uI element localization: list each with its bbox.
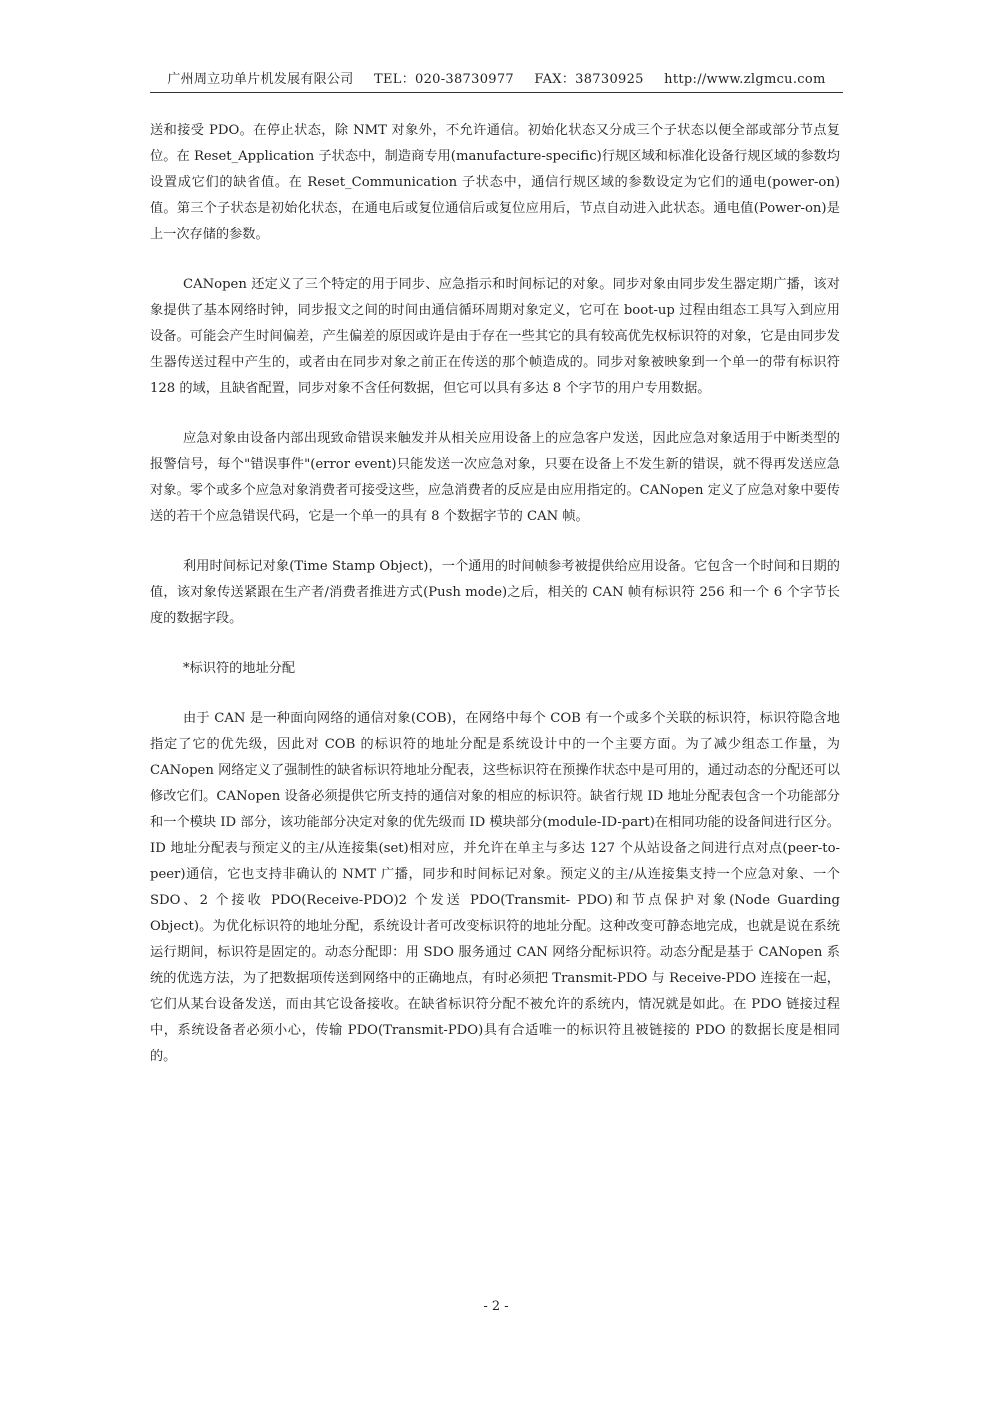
section-paragraph: 由于 CAN 是一种面向网络的通信对象(COB)，在网络中每个 COB 有一个或多个关联的标识符，标识符隐含地指定了它的优先级，因此对 COB 的标识符的地址分配是系统设计中的一个主要方面。为了减少组态工作量，为 CANopen 网络定义了强制性的缺省标识符地址分配表，这些标识符在预操作状态中是可用的，通过动态的分配还可以修改它们。CANopen 设备必须提供它所支持的通信对象的相应的标识符。缺省行规 ID 地址分配表包含一个功能部分和一个模块 ID 部分，该功能部分决定对象的优先级而 ID 模块部分(module-ID-part)在相同功能的设备间进行区分。ID 地址分配表与预定义的主/从连接集(set)相对应，并允许在单主与多达 127 个从站设备之间进行点对点(peer-to-peer)通信，它也支持非确认的 NMT 广播，同步和时间标记对象。预定义的主/从连接集支持一个应急对象、一个 SDO、2 个接收 PDO(Receive-PDO)2 个发送 PDO(Transmit- PDO)和节点保护对象(Node Guarding Object)。为优化标识符的地址分配，系统设计者可改变标识符的地址分配。这种改变可静态地完成，也就是说在系统运行期间，标识符是固定的。动态分配即：用 SDO 服务通过 CAN 网络分配标识符。动态分配是基于 CANopen 系统的优选方法，为了把数据项传送到网络中的正确地点，有时必须把 Transmit-PDO 与 Receive-PDO 连接在一起，它们从某台设备发送，而由其它设备接收。在缺省标识符分配不被允许的系统内，情况就是如此。在 PDO 链接过程中，系统设备者必须小心，传输 PDO(Transmit-PDO)具有合适唯一的标识符且被链接的 PDO 的数据长度是相同的。	[150, 711, 840, 1064]
header-tel: TEL：020-38730977	[374, 72, 514, 87]
header-fax: FAX：38730925	[534, 72, 644, 87]
page-header	[150, 68, 843, 93]
page-number: - 2 -	[483, 1299, 509, 1314]
header-url: http://www.zlgmcu.com	[664, 72, 826, 87]
page-body	[150, 118, 840, 1070]
paragraph: 利用时间标记对象(Time Stamp Object)，一个通用的时间帧参考被提供给应用设备。它包含一个时间和日期的值，该对象传送紧跟在生产者/消费者推进方式(Push mode)之后，相关的 CAN 帧有标识符 256 和一个 6 个字节长度的数据字段。	[150, 559, 840, 626]
paragraph: CANopen 还定义了三个特定的用于同步、应急指示和时间标记的对象。同步对象由同步发生器定期广播，该对象提供了基本网络时钟，同步报文之间的时间由通信循环周期对象定义，它可在 boot-up 过程由组态工具写入到应用设备。可能会产生时间偏差，产生偏差的原因或许是由于存在一些其它的具有较高优先权标识符的对象，它是由同步发生器传送过程中产生的，或者由在同步对象之前正在传送的那个帧造成的。同步对象被映象到一个单一的带有标识符 128 的域，且缺省配置，同步对象不含任何数据，但它可以具有多达 8 个字节的用户专用数据。	[150, 277, 840, 396]
section-title: *标识符的地址分配	[183, 661, 296, 676]
header-company: 广州周立功单片机发展有限公司	[167, 72, 354, 87]
paragraph: 送和接受 PDO。在停止状态，除 NMT 对象外，不允许通信。初始化状态又分成三个子状态以便全部或部分节点复位。在 Reset_Application 子状态中，制造商专用(manufacture-specific)行规区域和标准化设备行规区域的参数均设置成它们的缺省值。在 Reset_Communication 子状态中，通信行规区域的参数设定为它们的通电(power-on)值。第三个子状态是初始化状态，在通电后或复位通信后或复位应用后，节点自动进入此状态。通电值(Power-on)是上一次存储的参数。	[150, 123, 840, 242]
paragraph: 应急对象由设备内部出现致命错误来触发并从相关应用设备上的应急客户发送，因此应急对象适用于中断类型的报警信号，每个"错误事件"(error event)只能发送一次应急对象，只要在设备上不发生新的错误，就不得再发送应急对象。零个或多个应急对象消费者可接受这些，应急消费者的反应是由应用指定的。CANopen 定义了应急对象中要传送的若干个应急错误代码，它是一个单一的具有 8 个数据字节的 CAN 帧。	[150, 431, 840, 524]
